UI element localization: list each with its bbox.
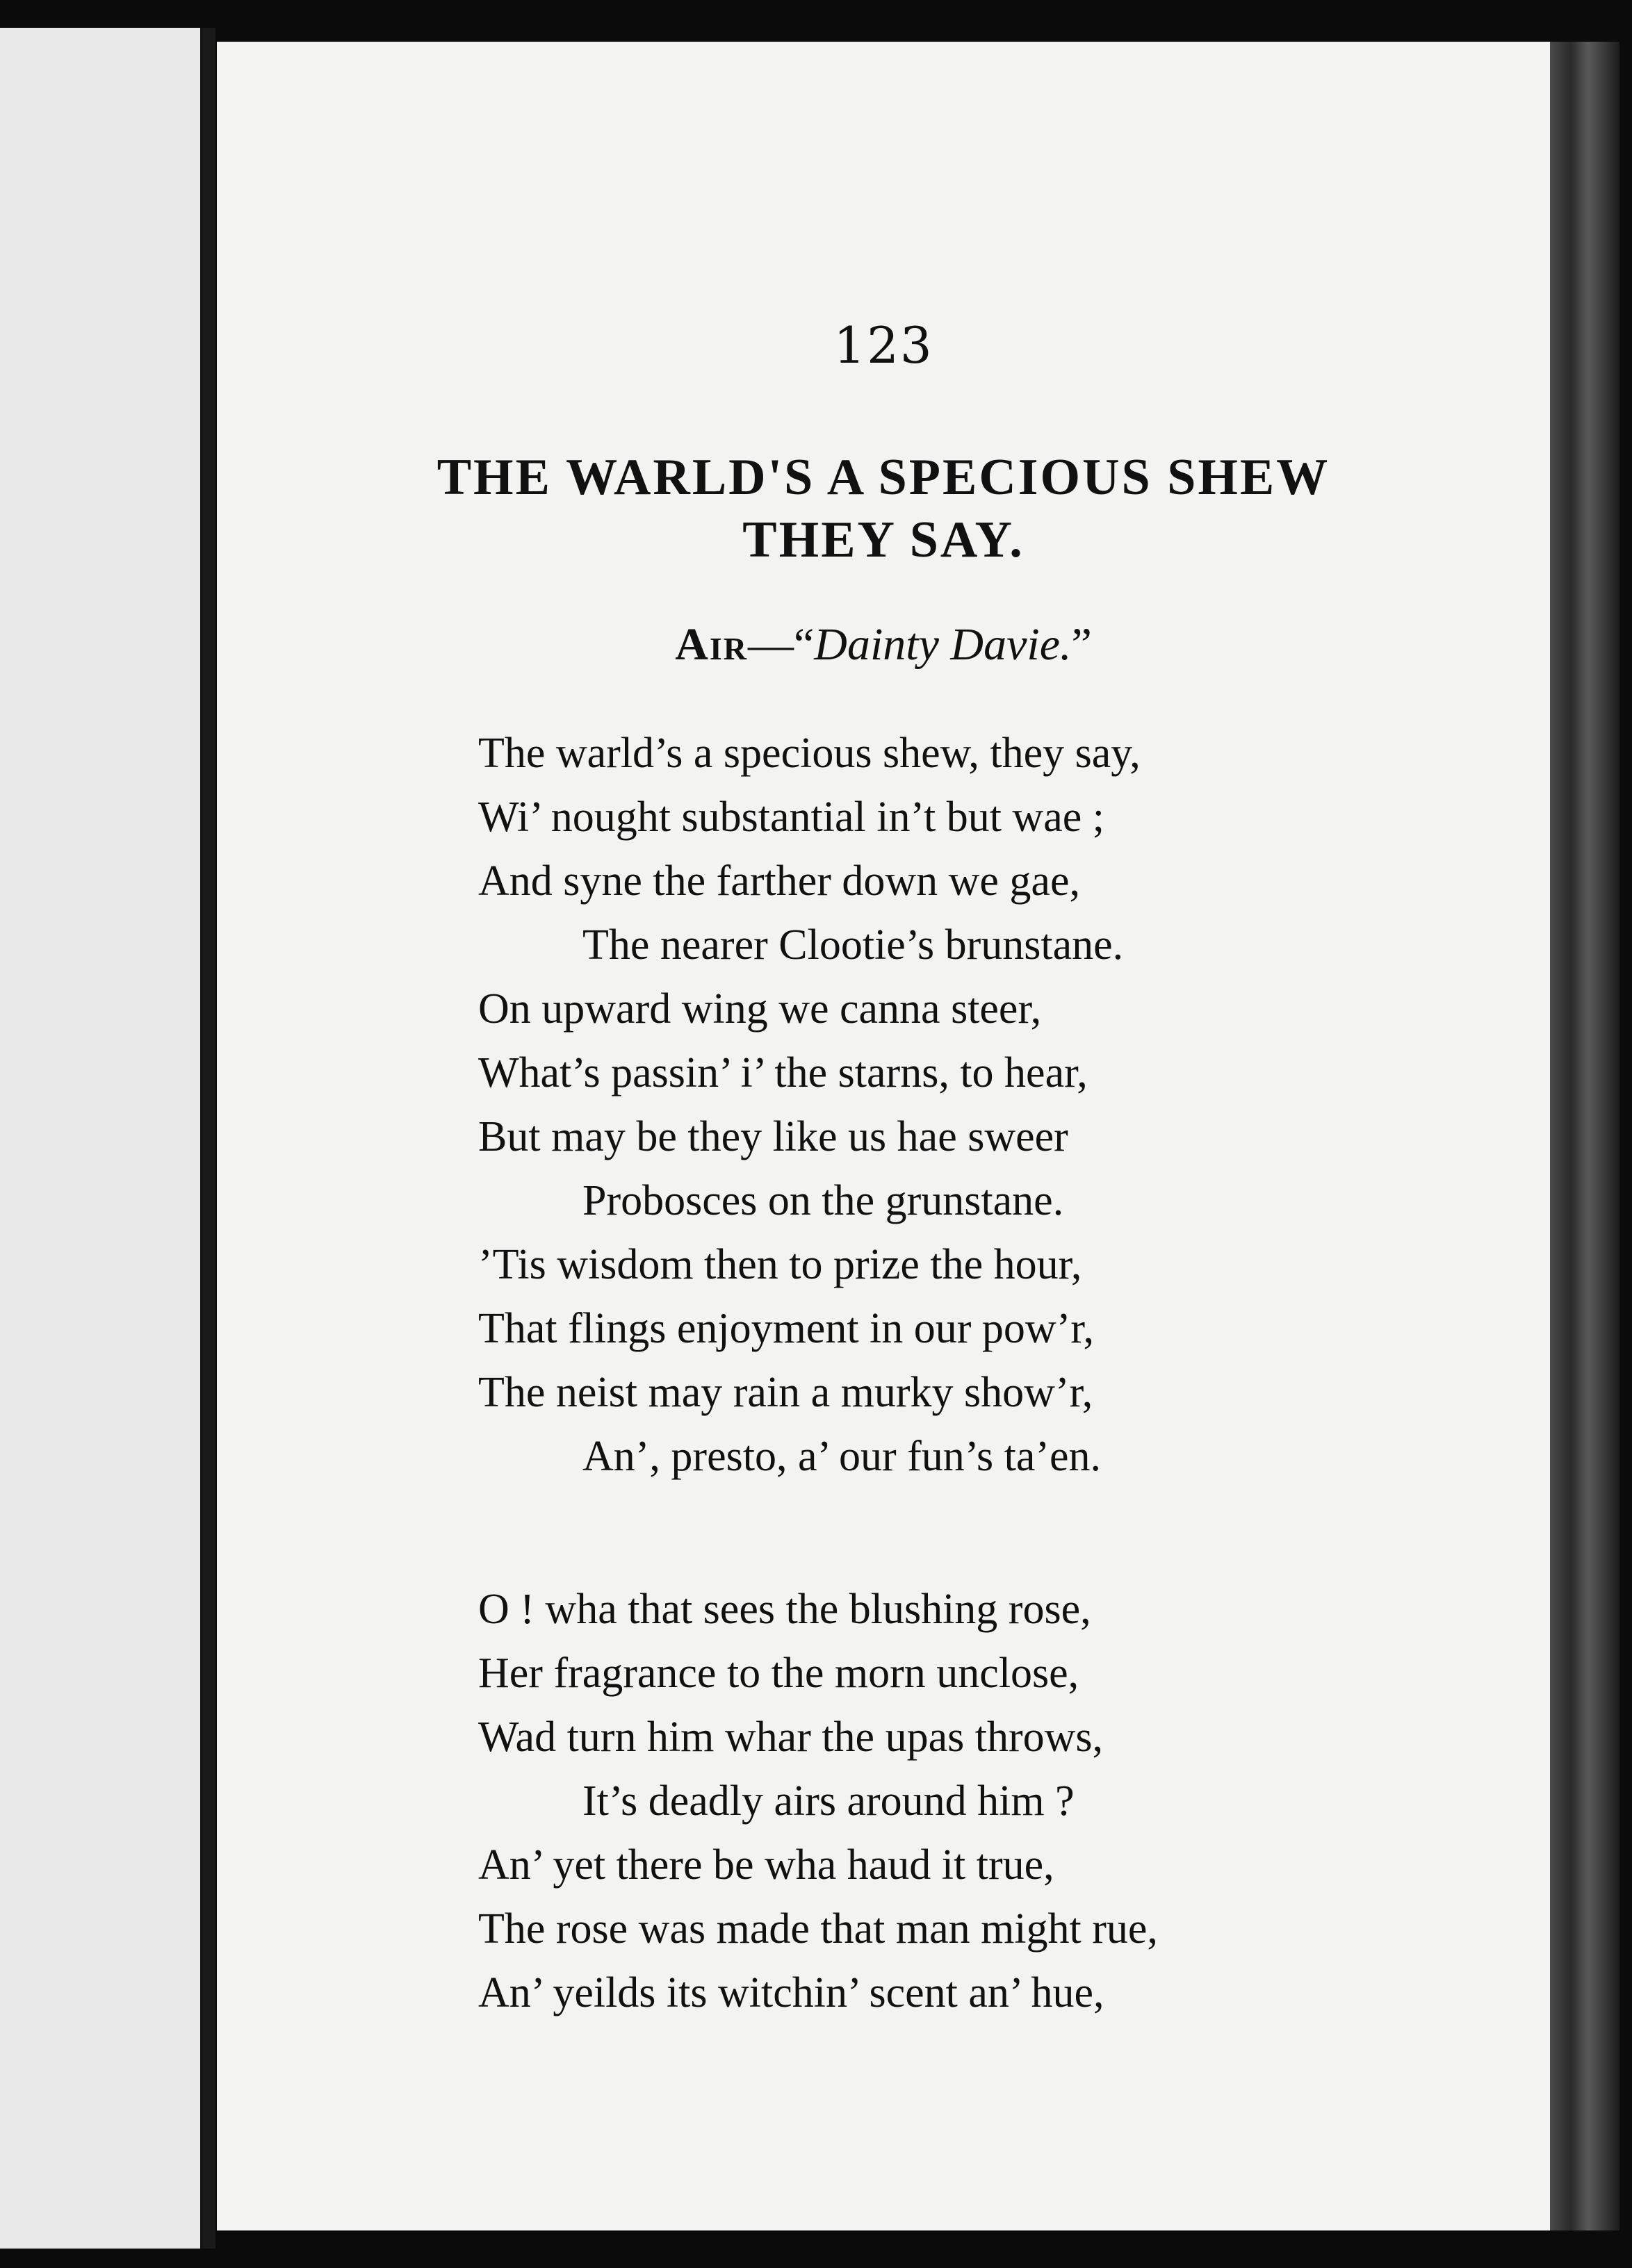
verse-line: The rose was made that man might rue,	[478, 1905, 1158, 1953]
verse-line: The warld’s a specious shew, they say,	[478, 730, 1141, 777]
book-page	[217, 42, 1550, 2230]
page-number: 123	[833, 316, 933, 375]
page-stack-edge	[1550, 42, 1619, 2230]
verse-line: Her fragrance to the morn unclose,	[478, 1650, 1079, 1697]
poem-title	[217, 446, 1550, 571]
verse-line: Wi’ nought substantial in’t but wae ;	[478, 794, 1104, 841]
poem-title-line-1: THE WARLD'S A SPECIOUS SHEW	[436, 449, 1330, 506]
air-tune-name: Dainty Davie.	[814, 619, 1072, 670]
verse-line: An’ yet there be wha haud it true,	[478, 1841, 1054, 1889]
verse-2	[478, 1577, 1158, 2025]
book-gutter	[203, 28, 215, 2249]
verse-line: And syne the farther down we gae,	[478, 857, 1080, 905]
verse-line: An’ yeilds its witchin’ scent an’ hue,	[478, 1969, 1104, 2016]
air-heading	[217, 618, 1550, 671]
verse-line: Probosces on the grunstane.	[582, 1177, 1064, 1224]
verse-line: ’Tis wisdom then to prize the hour,	[478, 1241, 1082, 1288]
air-label: Air	[675, 619, 748, 670]
verse-line: But may be they like us hae sweer	[478, 1113, 1068, 1160]
verse-line: The nearer Clootie’s brunstane.	[582, 921, 1124, 969]
verse-line: An’, presto, a’ our fun’s ta’en.	[582, 1433, 1102, 1480]
air-separator: —“	[747, 619, 815, 670]
facing-page-edge	[0, 28, 210, 2249]
verse-line: It’s deadly airs around him ?	[582, 1777, 1075, 1825]
verse-line: On upward wing we canna steer,	[478, 985, 1042, 1033]
poem-title-line-2: THEY SAY.	[742, 511, 1025, 568]
verse-line: Wad turn him whar the upas throws,	[478, 1714, 1103, 1761]
air-close-quote: ”	[1071, 619, 1092, 670]
verse-line: That flings enjoyment in our pow’r,	[478, 1305, 1095, 1352]
verse-line: O ! wha that sees the blushing rose,	[478, 1586, 1091, 1633]
verse-line: What’s passin’ i’ the starns, to hear,	[478, 1049, 1088, 1096]
verse-line: The neist may rain a murky show’r,	[478, 1369, 1093, 1416]
verse-1	[478, 721, 1141, 1488]
